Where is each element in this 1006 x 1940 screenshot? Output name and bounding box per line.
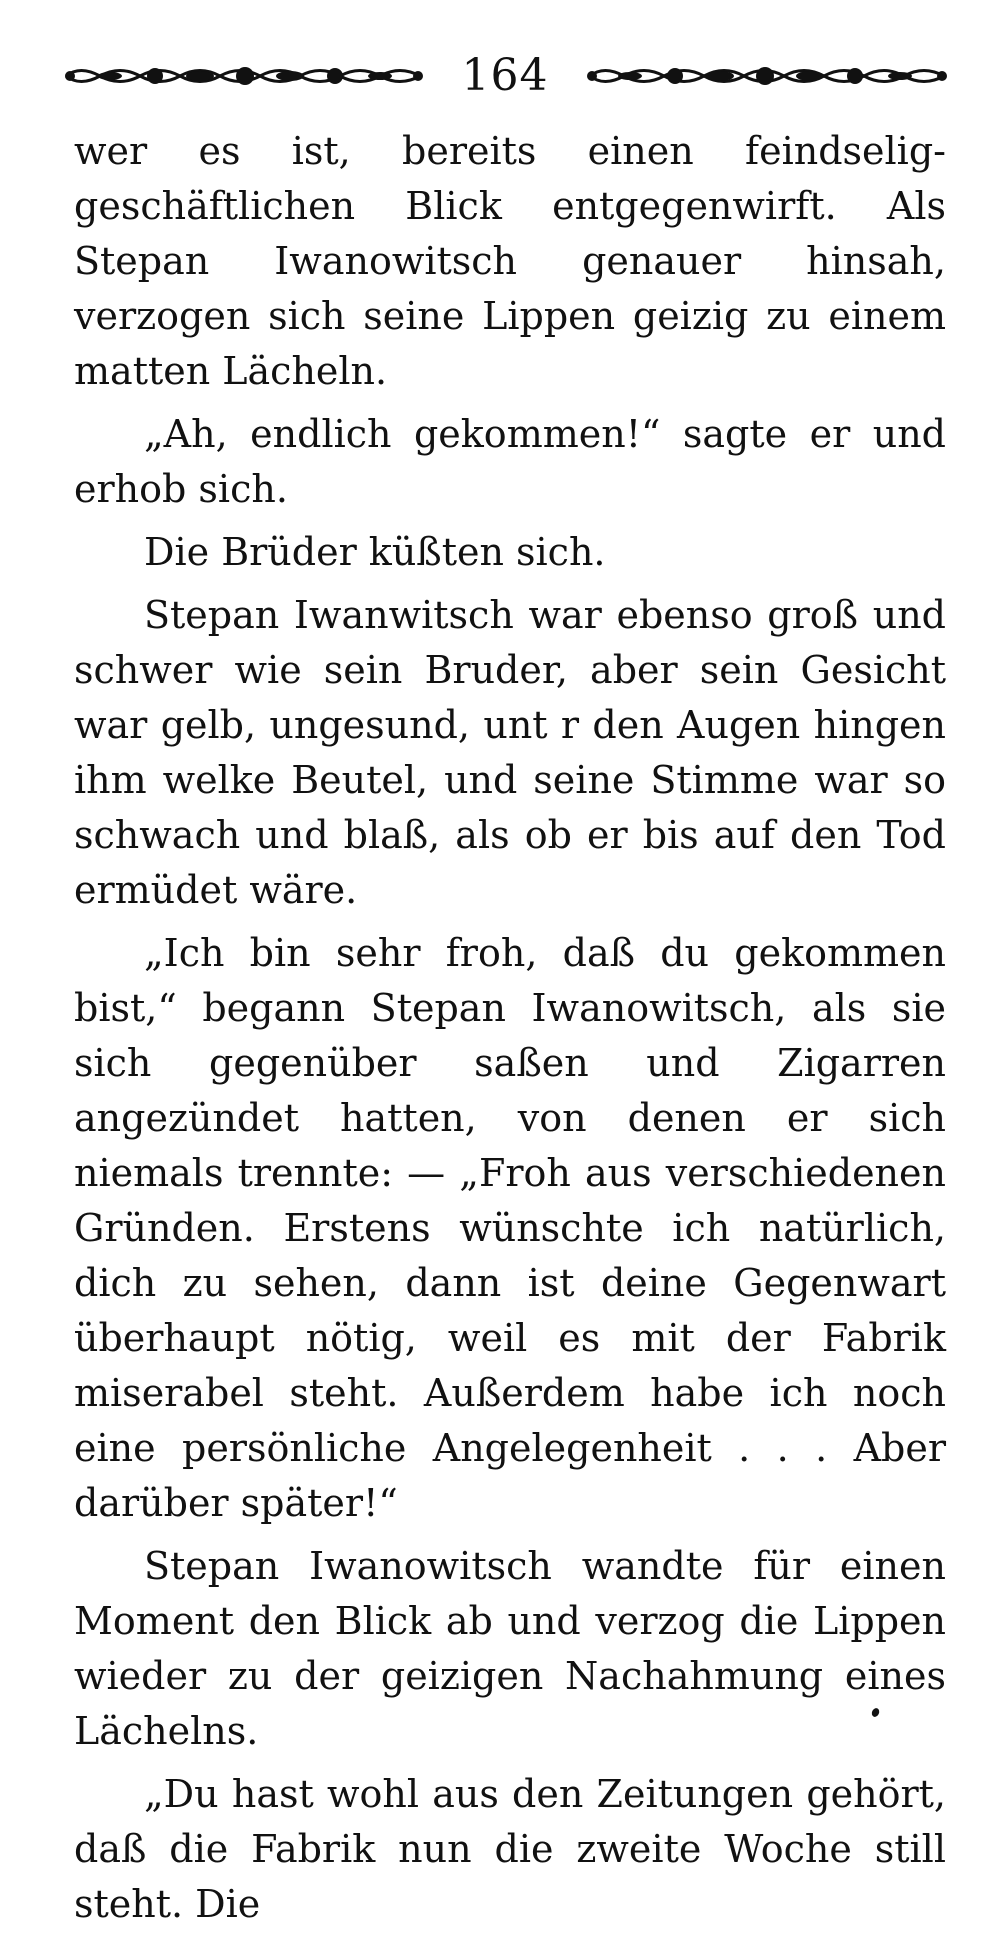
body-text — [74, 124, 946, 1940]
page-number: 164 — [461, 50, 549, 101]
left-ornament-icon — [60, 61, 430, 91]
paragraph-2: „Ah, endlich gekommen!“ sagte er und erhob sich. — [74, 412, 946, 511]
paragraph-1: wer es ist, bereits einen feindselig-geschäftlichen Blick entgegenwirft. Als Stepan Iwanowitsch genauer hinsah, verzogen sich seine Lippen geizig zu einem matten Lächeln. — [74, 129, 946, 393]
page-header — [60, 48, 950, 104]
paragraph-4: Stepan Iwanwitsch war ebenso groß und schwer wie sein Bruder, aber sein Gesicht war gelb, ungesund, unt r den Augen hingen ihm welke Beutel, und seine Stimme war so schwach und blaß, als ob er bis auf den Tod ermüdet wäre. — [74, 593, 946, 912]
right-ornament-icon — [580, 61, 950, 91]
paragraph-7: „Du hast wohl aus den Zeitungen gehört, daß die Fabrik nun die zweite Woche still steht. Die — [74, 1772, 946, 1926]
paragraph-5: „Ich bin sehr froh, daß du gekommen bist,“ begann Stepan Iwanowitsch, als sie sich gegenüber saßen und Zigarren angezündet hatten, von denen er sich niemals trennte: — „Froh aus verschiedenen Gründen. Erstens wünschte ich natürlich, dich zu sehen, dann ist deine Gegenwart überhaupt nötig, weil es mit der Fabrik miserabel steht. Außerdem habe ich noch eine persönliche Angelegenheit . . . Aber darüber später!“ — [74, 931, 946, 1525]
paragraph-6: Stepan Iwanowitsch wandte für einen Moment den Blick ab und verzog die Lippen wieder zu der geizigen Nachahmung eines Lächelns. — [74, 1544, 946, 1753]
paragraph-3: Die Brüder küßten sich. — [144, 530, 606, 574]
